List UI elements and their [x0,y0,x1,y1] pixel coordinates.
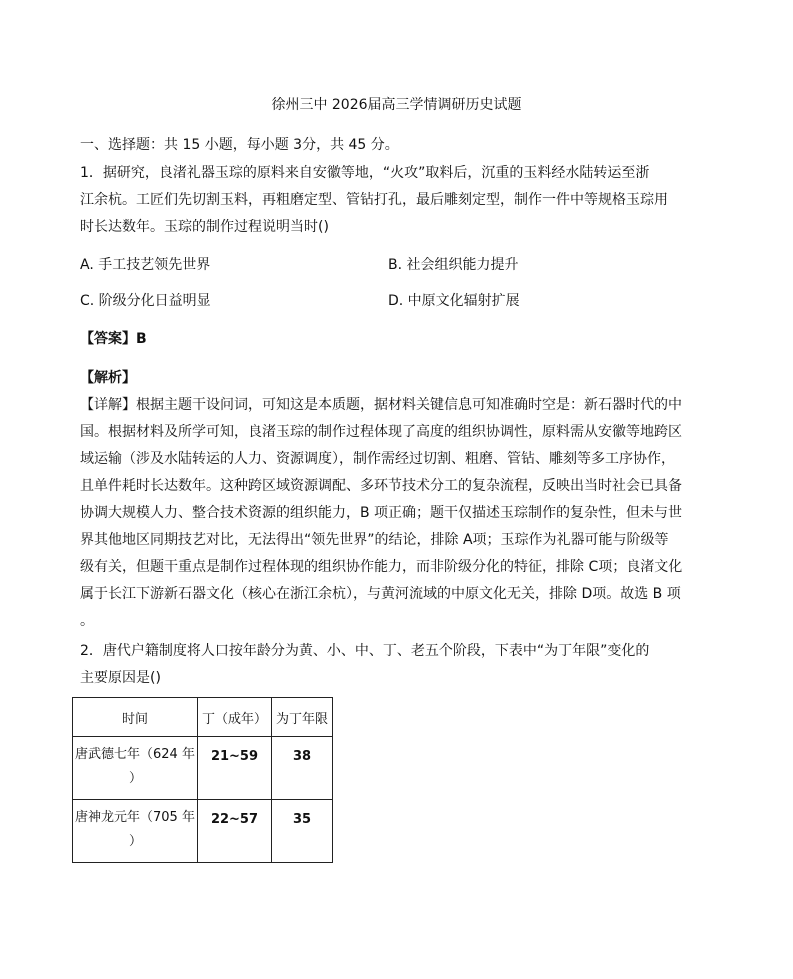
table-row [73,800,333,863]
cell-time [73,737,198,800]
q1-analysis-line: 级有关，但题干重点是制作过程体现的组织协作能力，而非阶级分化的特征，排除 C项；良渚文化 [80,559,683,575]
q1-stem-line: 时长达数年。玉琮的制作过程说明当时() [80,219,329,235]
cell-time-line1: 唐神龙元年（705 年 [75,810,195,825]
q1-analysis-line: 国。根据材料及所学可知，良渚玉琮的制作过程体现了高度的组织协调性，原料需从安徽等地跨区 [80,424,682,440]
section-header: 一、选择题：共 15 小题，每小题 3分，共 45 分。 [80,137,399,153]
cell-years [272,737,333,800]
header-time: 时间 [73,698,198,737]
cell-ding [198,800,272,863]
q1-answer: 【答案】B [80,331,147,347]
q1-analysis-line: 。 [80,613,94,629]
cell-ding-value: 21~59 [210,749,259,764]
header-years: 为丁年限 [272,698,333,737]
q1-option-a[interactable]: A. 手工技艺领先世界 [80,257,211,273]
q2-stem-line: 主要原因是() [80,670,161,686]
q1-option-c[interactable]: C. 阶级分化日益明显 [80,293,211,309]
q1-analysis-line: 属于长江下游新石器文化（核心在浙江余杭），与黄河流域的中原文化无关，排除 D项。故选 B 项 [80,586,681,602]
q1-analysis-line: 协调大规模人力、整合技术资源的组织能力，B 项正确；题干仅描述玉琮制作的复杂性，但未与世 [80,505,683,521]
page-title: 徐州三中 2026届高三学情调研历史试题 [271,97,522,113]
table-header-row [73,698,333,737]
table-row [73,737,333,800]
q1-analysis-line: 【详解】根据主题干设问词，可知这是本质题，据材料关键信息可知准确时空是：新石器时代的中 [80,397,682,413]
cell-years-value: 38 [292,749,312,764]
q2-data-table [72,697,333,863]
q2-stem-line: 2．唐代户籍制度将人口按年龄分为黄、小、中、丁、老五个阶段，下表中“为丁年限”变化的 [80,643,650,659]
cell-time-line1: 唐武德七年（624 年 [75,747,195,762]
cell-ding-value: 22~57 [210,812,259,827]
q1-analysis-line: 且单件耗时长达数年。这种跨区域资源调配、多环节技术分工的复杂流程，反映出当时社会已具备 [80,478,682,494]
cell-time-line2: ） [129,771,143,786]
cell-time [73,800,198,863]
cell-years-value: 35 [292,812,312,827]
q1-stem-line: 1．据研究，良渚礼器玉琮的原料来自安徽等地，“火攻”取料后，沉重的玉料经水陆转运至浙 [80,165,650,181]
q1-analysis-line: 界其他地区同期技艺对比，无法得出“领先世界”的结论，排除 A项；玉琮作为礼器可能与阶级等 [80,532,669,548]
q1-stem-line: 江余杭。工匠们先切割玉料，再粗磨定型、管钻打孔，最后雕刻定型，制作一件中等规格玉琮用 [80,192,668,208]
header-ding: 丁（成年） [198,698,272,737]
q1-analysis-line: 域运输（涉及水陆转运的人力、资源调度），制作需经过切割、粗磨、管钻、雕刻等多工序协作， [80,451,675,467]
q1-analysis-heading: 【解析】 [80,370,136,386]
q1-option-b[interactable]: B. 社会组织能力提升 [388,257,519,273]
q1-option-d[interactable]: D. 中原文化辐射扩展 [388,293,520,309]
cell-ding [198,737,272,800]
cell-time-line2: ） [129,834,143,849]
cell-years [272,800,333,863]
